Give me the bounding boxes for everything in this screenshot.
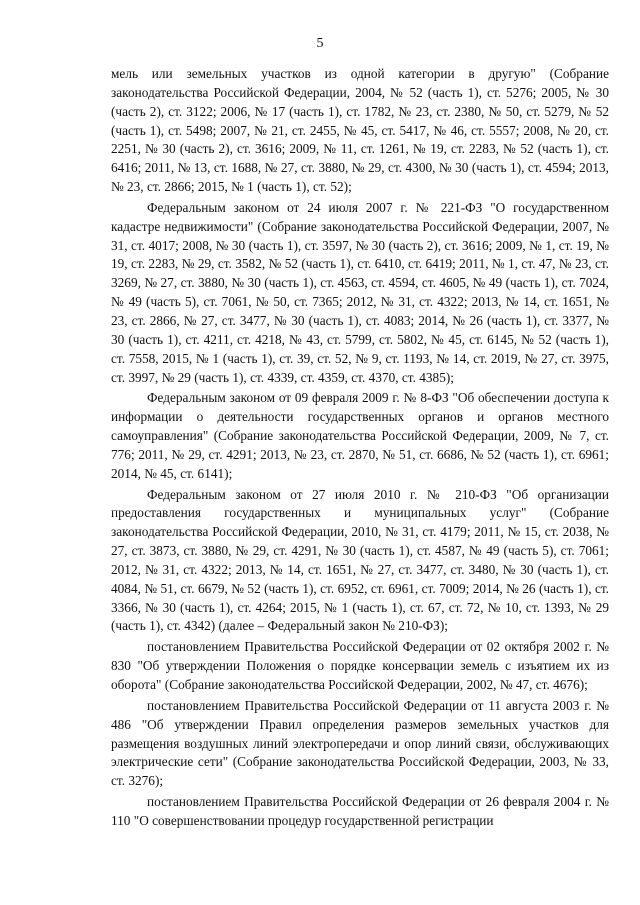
paragraph-law-8-fz: Федеральным законом от 09 февраля 2009 г. № 8-ФЗ "Об обеспечении доступа к информации о деятельности государственных органов и органов местного самоуправления" (Собрание законодательства Российской Федерации, 2009, № 7, ст. 776; 2011, № 29, ст. 4291; 2013, № 23, ст. 2870, № 51, ст. 6686, № 52 (часть 1), ст. 6961; 2014, № 45, ст. 6141); xyxy=(111,390,609,481)
paragraph-resolution-830: постановлением Правительства Российской Федерации от 02 октября 2002 г. № 830 "Об утверждении Положения о порядке консервации земель с изъятием их из оборота" (Собрание законодательства Российской Федерации, 2002, № 47, ст. 4676); xyxy=(111,639,609,692)
paragraph-law-221-fz: Федеральным законом от 24 июля 2007 г. № 221-ФЗ "О государственном кадастре недвижимости" (Собрание законодательства Российской Федерации, 2007, № 31, ст. 4017; 2008, № 30 (часть 1), ст. 3597, № 30 (часть 2), ст. 3616; 2009, № 1, ст. 19, № 19, ст. 2283, № 29, ст. 3582, № 52 (часть 1), ст. 6410, ст. 6419; 2011, № 1, ст. 47, № 23, ст. 3269, № 27, ст. 3880, № 30 (часть 1), ст. 4563, ст. 4594, ст. 4605, № 49 (часть 1), ст. 7024, № 49 (часть 5), ст. 7061, № 50, ст. 7365; 2012, № 31, ст. 4322; 2013, № 14, ст. 1651, № 23, ст. 2866, № 27, ст. 3477, № 30 (часть 1), ст. 4083; 2014, № 26 (часть 1), ст. 3377, № 30 (часть 1), ст. 4211, ст. 4218, № 43, ст. 5799, ст. 5802, № 45, ст. 6145, № 52 (часть 1), ст. 7558, 2015, № 1 (часть 1), ст. 39, ст. 52, № 9, ст. 1193, № 14, ст. 2019, № 27, ст. 3975, ст. 3997, № 29 (часть 1), ст. 4339, ст. 4359, ст. 4370, ст. 4385); xyxy=(111,199,609,385)
document-body xyxy=(111,65,609,833)
paragraph-continuation: мель или земельных участков из одной категории в другую" (Собрание законодательства Российской Федерации, 2004, № 52 (часть 1), ст. 5276; 2005, № 30 (часть 2), ст. 3122; 2006, № 17 (часть 1), ст. 1782, № 23, ст. 2380, № 50, ст. 5279, № 52 (часть 1), ст. 5498; 2007, № 21, ст. 2455, № 45, ст. 5417, № 46, ст. 5557; 2008, № 20, ст. 2251, № 30 (часть 2), ст. 3616; 2009, № 11, ст. 1261, № 19, ст. 2283, № 52 (часть 1), ст. 6416; 2011, № 13, ст. 1688, № 27, ст. 3880, № 29, ст. 4300, № 30 (часть 1), ст. 4594; 2013, № 23, ст. 2866; 2015, № 1 (часть 1), ст. 52); xyxy=(111,66,609,195)
paragraph-law-210-fz: Федеральным законом от 27 июля 2010 г. № 210-ФЗ "Об организации предоставления государственных и муниципальных услуг" (Собрание законодательства Российской Федерации, 2010, № 31, ст. 4179; 2011, № 15, ст. 2038, № 27, ст. 3873, ст. 3880, № 29, ст. 4291, № 30 (часть 1), ст. 4587, № 49 (часть 5), ст. 7061; 2012, № 31, ст. 4322; 2013, № 14, ст. 1651, № 27, ст. 3477, ст. 3480, № 30 (часть 1), ст. 4084, № 51, ст. 6679, № 52 (часть 1), ст. 6952, ст. 6961, ст. 7009; 2014, № 26 (часть 1), ст. 3366, № 30 (часть 1), ст. 4264; 2015, № 1 (часть 1), ст. 67, ст. 72, № 10, ст. 1393, № 29 (часть 1), ст. 4342) (далее – Федеральный закон № 210-ФЗ); xyxy=(111,486,609,634)
paragraph-resolution-486: постановлением Правительства Российской Федерации от 11 августа 2003 г. № 486 "Об утверждении Правил определения размеров земельных участков для размещения воздушных линий электропередачи и опор линий связи, обслуживающих электрические сети" (Собрание законодательства Российской Федерации, 2003, № 33, ст. 3276); xyxy=(111,697,609,789)
page-number: 5 xyxy=(316,36,324,51)
paragraph-resolution-110: постановлением Правительства Российской Федерации от 26 февраля 2004 г. № 110 "О совершенствовании процедур государственной регистрации xyxy=(111,794,609,828)
